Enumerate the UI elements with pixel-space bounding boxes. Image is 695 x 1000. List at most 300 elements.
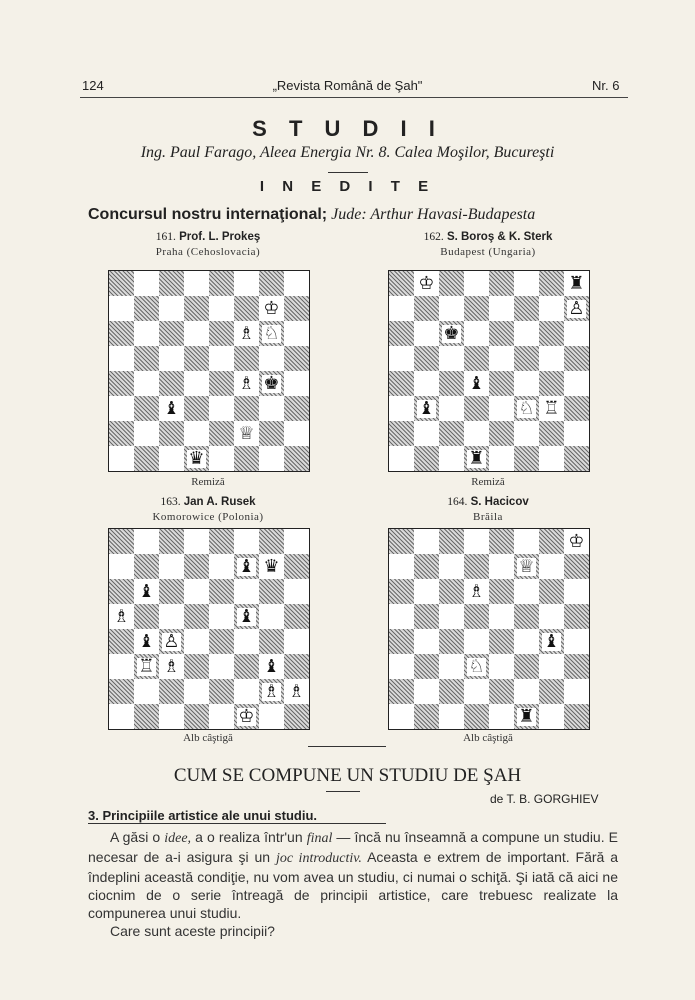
problem-location: Budapest (Ungaria) [440,246,536,258]
square-g7 [539,554,564,579]
square-f8 [514,529,539,554]
square-d4 [464,629,489,654]
chess-piece: ♕ [518,555,535,577]
chess-piece: ♗ [238,322,255,344]
square-c3 [439,396,464,421]
square-a2 [389,421,414,446]
square-d1 [184,704,209,729]
chess-piece: ♜ [468,447,485,469]
square-h2 [284,679,309,704]
square-d5 [184,346,209,371]
chess-piece: ♖ [138,655,155,677]
square-e1 [209,446,234,471]
square-a8 [109,271,134,296]
square-d2 [184,679,209,704]
square-a6 [389,321,414,346]
chess-piece: ♝ [138,630,155,652]
square-h5 [564,604,589,629]
square-a1 [109,704,134,729]
square-d8 [184,529,209,554]
square-f8 [514,271,539,296]
square-d2 [464,679,489,704]
square-d1 [464,704,489,729]
square-g2 [259,421,284,446]
square-f7 [234,296,259,321]
chess-piece: ♝ [263,655,280,677]
square-f7 [514,296,539,321]
square-g3 [259,654,284,679]
square-b6 [414,321,439,346]
chess-piece: ♙ [568,297,585,319]
square-h8 [564,529,589,554]
square-f2 [234,679,259,704]
square-h5 [284,346,309,371]
chess-piece: ♔ [568,530,585,552]
section-heading-underline [88,823,386,824]
article-title: CUM SE COMPUNE UN STUDIU DE ŞAH [173,765,522,786]
square-a6 [109,321,134,346]
square-d2 [464,421,489,446]
chess-piece: ♝ [468,372,485,394]
square-h3 [564,396,589,421]
square-e5 [489,604,514,629]
square-c8 [439,529,464,554]
square-a3 [109,654,134,679]
square-e2 [209,421,234,446]
square-b6 [414,579,439,604]
square-c1 [439,704,464,729]
square-g8 [259,529,284,554]
square-g7 [539,296,564,321]
square-h7 [564,296,589,321]
square-f4 [234,629,259,654]
square-a2 [109,421,134,446]
chess-diagram-164 [388,528,590,730]
square-e2 [489,421,514,446]
square-c6 [439,321,464,346]
chess-piece: ♕ [238,422,255,444]
square-e3 [489,396,514,421]
subsection-title: I N E D I T E [259,178,436,195]
square-b7 [134,296,159,321]
square-b6 [134,579,159,604]
square-a1 [389,446,414,471]
square-b4 [414,371,439,396]
square-d8 [184,271,209,296]
square-c5 [439,604,464,629]
square-g8 [539,271,564,296]
square-e5 [209,346,234,371]
square-e3 [209,396,234,421]
problem-result: Alb câştigă [183,732,233,744]
problem-result: Alb câştigă [463,732,513,744]
square-c6 [439,579,464,604]
square-b3 [134,396,159,421]
square-b7 [414,554,439,579]
square-d2 [184,421,209,446]
square-g6 [539,321,564,346]
square-b1 [134,446,159,471]
square-a3 [389,396,414,421]
square-f6 [514,579,539,604]
problem-result: Remiză [471,476,505,488]
square-a5 [389,346,414,371]
square-c4 [159,629,184,654]
square-g1 [259,704,284,729]
square-d6 [464,579,489,604]
header-rule [80,97,628,98]
contest-line [88,206,535,224]
square-b1 [414,446,439,471]
square-f3 [514,396,539,421]
square-f7 [234,554,259,579]
problem-number: 163. [160,496,181,508]
square-g4 [259,371,284,396]
square-h4 [564,629,589,654]
square-c7 [439,554,464,579]
square-c3 [159,396,184,421]
square-d4 [184,629,209,654]
square-d3 [184,654,209,679]
square-d7 [184,296,209,321]
square-h5 [284,604,309,629]
square-f1 [514,446,539,471]
square-g4 [539,629,564,654]
square-g8 [539,529,564,554]
square-a6 [389,579,414,604]
paragraph: A găsi o idee, a o realiza într'un final — încă nu înseamnă a compune un studiu. E necesar de a-i asigura şi un joc introductiv. Aceasta e extrem de important. Fără a îndeplini această condiţie, nu vom avea un studiu, ci numai o schiţă. Şi iată că aici ne ciocnim de o serie întreagă de principii artistice, care trebuesc realizate la compunerea unui studiu. [88,829,619,921]
square-c5 [159,604,184,629]
square-f3 [234,654,259,679]
square-g4 [539,371,564,396]
square-b8 [134,529,159,554]
square-d1 [464,446,489,471]
chess-piece: ♝ [238,555,255,577]
square-e8 [489,271,514,296]
square-b8 [134,271,159,296]
chess-piece: ♚ [443,322,460,344]
problem-location: Komorowice (Polonia) [152,511,264,523]
square-b3 [134,654,159,679]
chess-piece: ♚ [263,372,280,394]
square-f8 [234,529,259,554]
square-a8 [109,529,134,554]
square-h2 [564,421,589,446]
square-e7 [209,296,234,321]
square-e6 [209,321,234,346]
square-f5 [514,346,539,371]
problem-163-header [108,496,308,508]
square-e2 [489,679,514,704]
square-f1 [514,704,539,729]
square-b4 [134,371,159,396]
square-h6 [564,579,589,604]
square-h4 [284,629,309,654]
editor-address: Ing. Paul Farago, Aleea Energia Nr. 8. Calea Moşilor, Bucureşti [140,144,555,161]
square-h8 [284,271,309,296]
problem-author: Jan A. Rusek [183,496,256,508]
problem-location: Praha (Cehoslovacia) [155,246,261,258]
square-d7 [184,554,209,579]
square-h1 [284,446,309,471]
square-d4 [464,371,489,396]
square-f8 [234,271,259,296]
square-h7 [564,554,589,579]
square-g5 [259,346,284,371]
square-e8 [209,529,234,554]
square-g5 [539,604,564,629]
chess-piece: ♜ [518,705,535,727]
chess-piece: ♛ [188,447,205,469]
chess-piece: ♝ [418,397,435,419]
square-h8 [564,271,589,296]
square-f7 [514,554,539,579]
square-h3 [284,654,309,679]
square-h5 [564,346,589,371]
article-section-heading: 3. Principiile artistice ale unui studiu. [88,808,318,823]
chess-piece: ♘ [263,322,280,344]
square-b5 [134,604,159,629]
paragraph: Care sunt aceste principii? [110,923,275,939]
square-e4 [489,629,514,654]
problem-author: S. Hacicov [470,496,529,508]
chess-piece: ♗ [113,605,130,627]
square-a5 [109,604,134,629]
square-b2 [414,679,439,704]
chess-piece: ♔ [418,272,435,294]
square-b5 [134,346,159,371]
square-g5 [539,346,564,371]
square-g6 [539,579,564,604]
square-b2 [134,679,159,704]
square-e4 [209,629,234,654]
problem-result: Remiză [191,476,225,488]
chess-piece: ♘ [468,655,485,677]
square-h4 [284,371,309,396]
square-f1 [234,704,259,729]
square-e6 [489,321,514,346]
square-b5 [414,346,439,371]
chess-piece: ♗ [238,372,255,394]
square-f4 [234,371,259,396]
square-b5 [414,604,439,629]
square-a3 [109,396,134,421]
square-f4 [514,371,539,396]
square-g3 [539,396,564,421]
square-b7 [414,296,439,321]
problem-number: 161. [155,231,176,243]
chess-piece: ♗ [263,680,280,702]
square-e2 [209,679,234,704]
article-author: de T. B. GORGHIEV [490,792,599,806]
problem-number: 164. [447,496,468,508]
chess-piece: ♔ [263,297,280,319]
square-f2 [514,679,539,704]
title-divider [328,172,368,173]
square-a7 [109,554,134,579]
square-c8 [439,271,464,296]
journal-name: „Revista Română de Şah" [272,78,423,93]
square-c4 [439,371,464,396]
square-h8 [284,529,309,554]
square-c7 [159,296,184,321]
chess-piece: ♔ [238,705,255,727]
square-b6 [134,321,159,346]
article-title-divider [326,791,360,792]
square-e8 [489,529,514,554]
square-f6 [234,321,259,346]
problem-number: 162. [423,231,444,243]
square-c8 [159,271,184,296]
square-e5 [209,604,234,629]
chess-piece: ♗ [288,680,305,702]
square-b7 [134,554,159,579]
square-d1 [184,446,209,471]
square-f1 [234,446,259,471]
square-b8 [414,529,439,554]
problem-164-header [388,496,588,508]
square-d5 [464,346,489,371]
chess-diagram-161 [108,270,310,472]
square-f5 [234,346,259,371]
square-e3 [489,654,514,679]
square-c6 [159,579,184,604]
square-f5 [234,604,259,629]
chess-piece: ♝ [238,605,255,627]
square-c5 [439,346,464,371]
square-a1 [389,704,414,729]
problem-location: Brăila [473,511,503,523]
square-a6 [109,579,134,604]
square-c7 [159,554,184,579]
square-e7 [209,554,234,579]
chess-piece: ♘ [518,397,535,419]
square-b3 [414,654,439,679]
square-c2 [439,679,464,704]
problem-author: Prof. L. Prokeş [179,231,261,243]
square-b3 [414,396,439,421]
square-d7 [464,296,489,321]
square-a7 [389,554,414,579]
square-a4 [109,371,134,396]
square-b2 [414,421,439,446]
square-c6 [159,321,184,346]
chess-diagram-162 [388,270,590,472]
square-a1 [109,446,134,471]
square-c5 [159,346,184,371]
square-e4 [489,371,514,396]
square-e7 [489,554,514,579]
section-title: S T U D I I [252,116,443,141]
square-a2 [109,679,134,704]
problem-161-header [108,231,308,243]
chess-piece: ♝ [138,580,155,602]
square-b1 [134,704,159,729]
square-e7 [489,296,514,321]
square-b4 [134,629,159,654]
square-c2 [159,679,184,704]
square-h1 [284,704,309,729]
square-e1 [209,704,234,729]
square-d8 [464,529,489,554]
problem-author: S. Boroş & K. Sterk [446,231,553,243]
square-f3 [234,396,259,421]
square-e3 [209,654,234,679]
square-g2 [539,421,564,446]
square-d6 [184,321,209,346]
square-f3 [514,654,539,679]
square-g2 [259,679,284,704]
square-g2 [539,679,564,704]
square-a3 [389,654,414,679]
square-d8 [464,271,489,296]
square-d3 [184,396,209,421]
chess-piece: ♜ [568,272,585,294]
square-f6 [514,321,539,346]
square-d7 [464,554,489,579]
issue-number: Nr. 6 [592,78,620,93]
square-b2 [134,421,159,446]
square-g1 [539,704,564,729]
square-b1 [414,704,439,729]
square-g3 [259,396,284,421]
chess-diagram-163 [108,528,310,730]
square-e4 [209,371,234,396]
square-d5 [464,604,489,629]
problem-162-header [388,231,588,243]
square-c4 [159,371,184,396]
square-a4 [389,371,414,396]
square-d5 [184,604,209,629]
square-h6 [284,321,309,346]
square-c7 [439,296,464,321]
square-g6 [259,579,284,604]
square-h3 [284,396,309,421]
square-c2 [159,421,184,446]
square-c2 [439,421,464,446]
square-h7 [284,554,309,579]
square-g3 [539,654,564,679]
article-body [88,828,618,940]
square-g1 [539,446,564,471]
square-a7 [109,296,134,321]
square-h6 [284,579,309,604]
chess-piece: ♙ [163,630,180,652]
square-f4 [514,629,539,654]
square-f2 [234,421,259,446]
contest-label: Concursul nostru internaţional; [88,206,328,223]
chess-piece: ♝ [543,630,560,652]
square-h4 [564,371,589,396]
square-a4 [109,629,134,654]
square-e1 [489,446,514,471]
square-a4 [389,629,414,654]
square-h6 [564,321,589,346]
square-a7 [389,296,414,321]
chess-piece: ♖ [543,397,560,419]
square-e1 [489,704,514,729]
square-a2 [389,679,414,704]
square-h1 [564,446,589,471]
square-b4 [414,629,439,654]
square-a5 [109,346,134,371]
square-h1 [564,704,589,729]
square-a8 [389,529,414,554]
square-g8 [259,271,284,296]
square-c1 [159,704,184,729]
square-f5 [514,604,539,629]
square-g5 [259,604,284,629]
